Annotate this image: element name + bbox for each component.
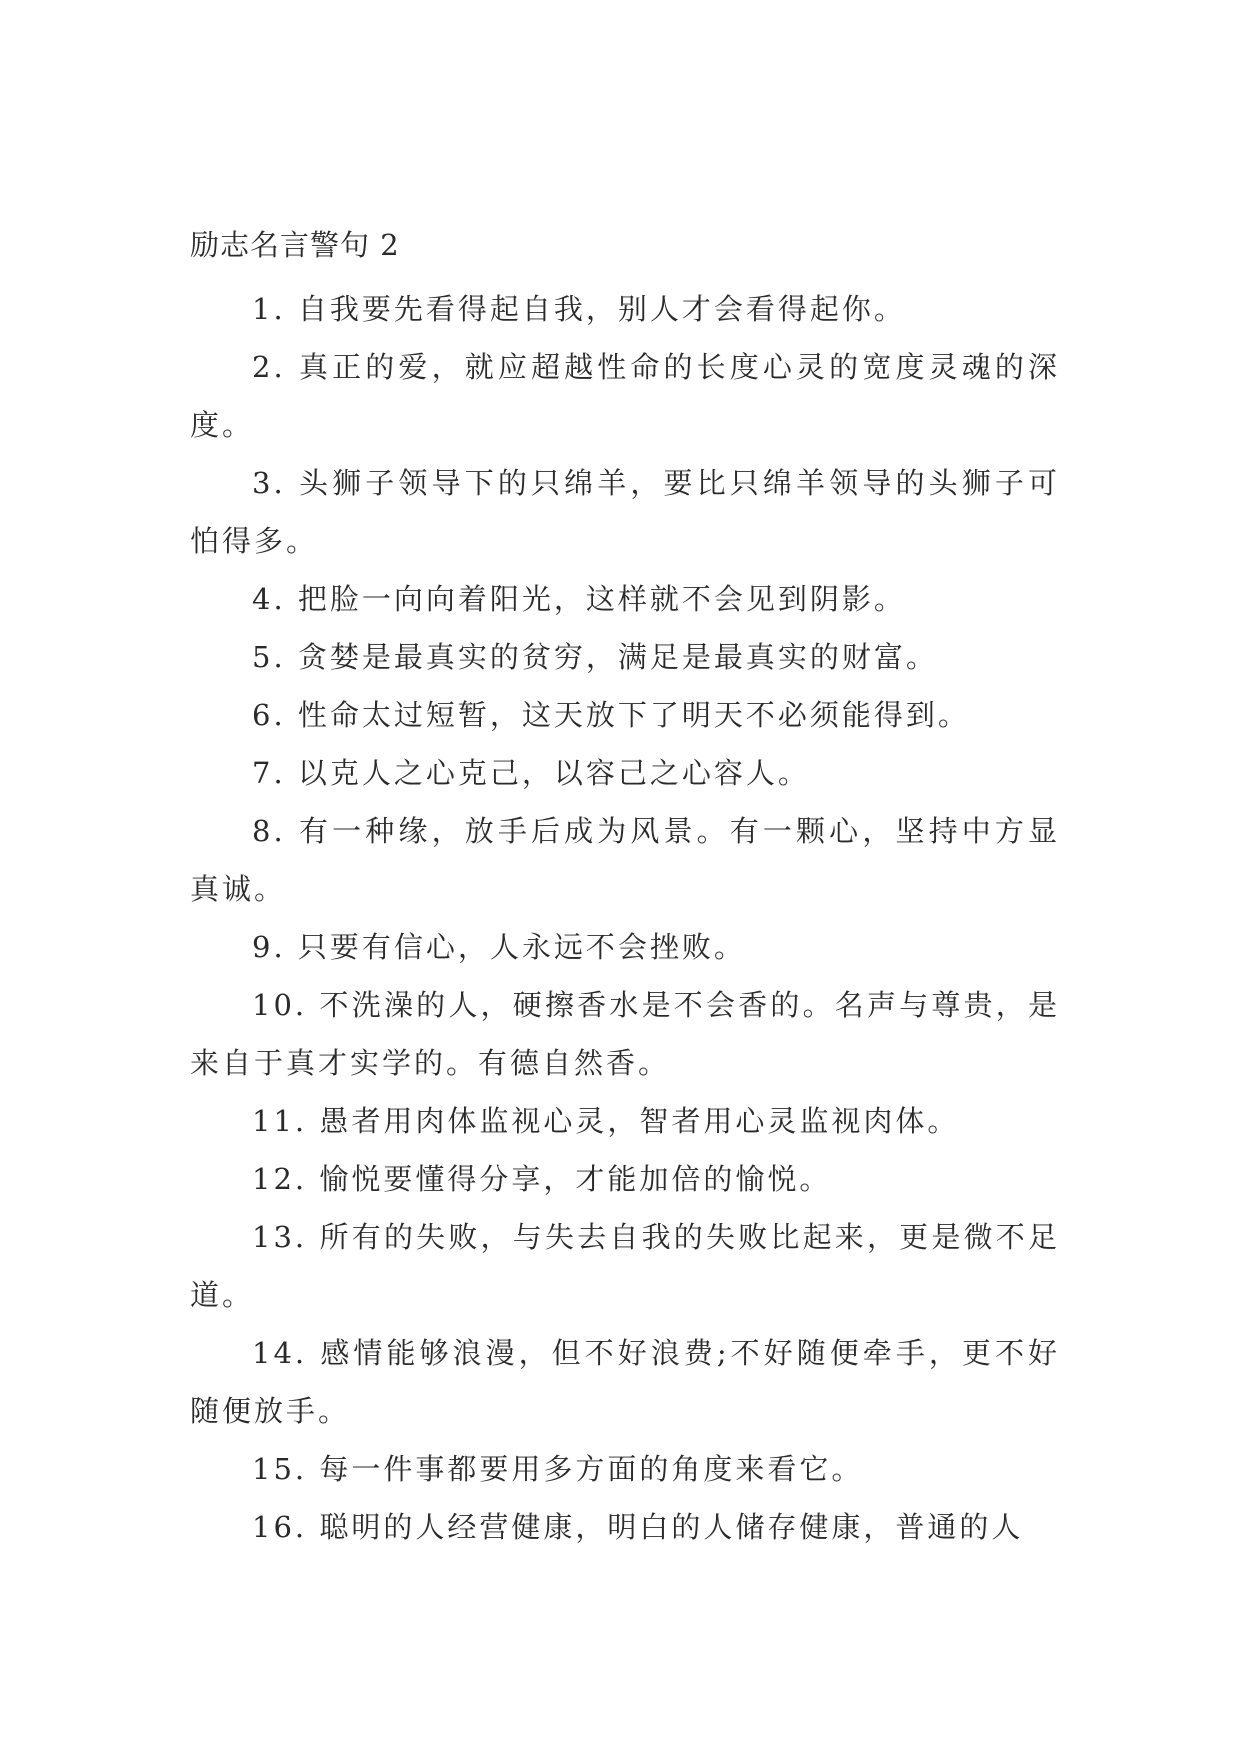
quote-item-7: 7. 以克人之心克己，以容己之心容人。 (252, 756, 810, 790)
quote-item-5: 5. 贪婪是最真实的贫穷，满足是最真实的财富。 (252, 640, 938, 674)
quote-item-9: 9. 只要有信心，人永远不会挫败。 (252, 930, 746, 964)
quote-item-10: 10. 不洗澡的人，硬擦香水是不会香的。名声与尊贵，是来自于真才实学的。有德自然香。 (190, 988, 1060, 1080)
quote-item-1: 1. 自我要先看得起自我，别人才会看得起你。 (252, 292, 906, 326)
quote-list (190, 280, 1060, 1556)
quote-item-2: 2. 真正的爱，就应超越性命的长度心灵的宽度灵魂的深度。 (190, 350, 1060, 442)
document-title: 励志名言警句 2 (190, 228, 400, 262)
quote-item-11: 11. 愚者用肉体监视心灵，智者用心灵监视肉体。 (252, 1104, 960, 1138)
quote-item-6: 6. 性命太过短暂，这天放下了明天不必须能得到。 (252, 698, 970, 732)
quote-item-16: 16. 聪明的人经营健康，明白的人储存健康，普通的人 (252, 1510, 1024, 1544)
quote-item-3: 3. 头狮子领导下的只绵羊，要比只绵羊领导的头狮子可怕得多。 (190, 466, 1060, 558)
quote-item-13: 13. 所有的失败，与失去自我的失败比起来，更是微不足道。 (190, 1220, 1060, 1312)
quote-item-4: 4. 把脸一向向着阳光，这样就不会见到阴影。 (252, 582, 906, 616)
quote-item-14: 14. 感情能够浪漫，但不好浪费;不好随便牵手，更不好随便放手。 (190, 1336, 1060, 1428)
quote-item-8: 8. 有一种缘，放手后成为风景。有一颗心，坚持中方显真诚。 (190, 814, 1060, 906)
quote-item-12: 12. 愉悦要懂得分享，才能加倍的愉悦。 (252, 1162, 832, 1196)
quote-item-15: 15. 每一件事都要用多方面的角度来看它。 (252, 1452, 864, 1486)
